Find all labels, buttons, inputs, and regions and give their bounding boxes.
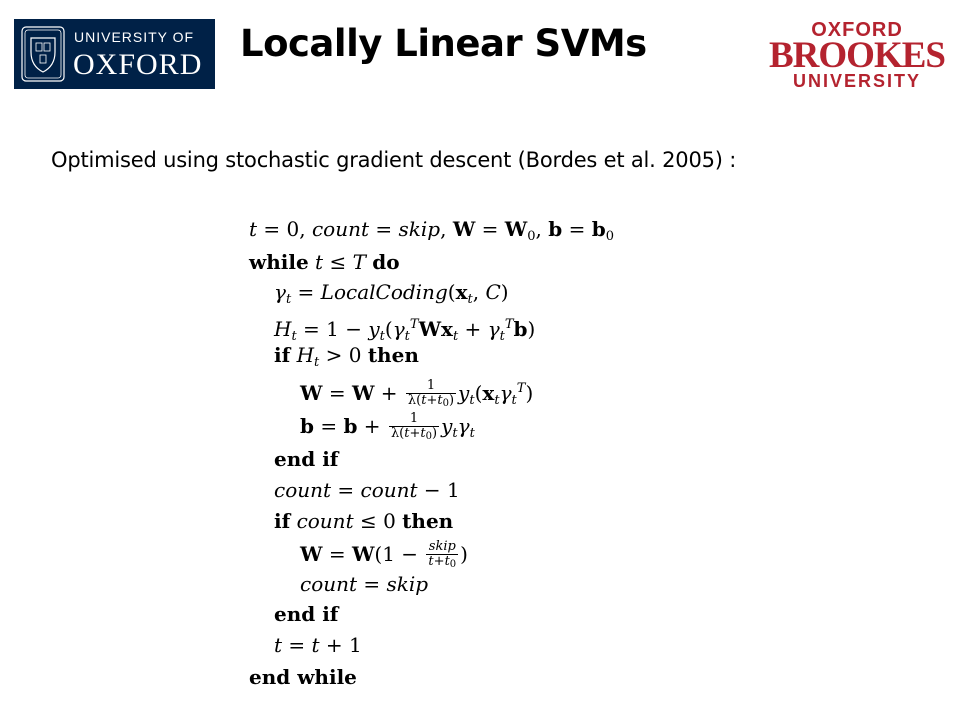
brookes-logo-line2: BROOKES [769,35,945,76]
brookes-logo-line1: OXFORD [811,19,903,41]
algorithm-line: if count ≤ 0 then [274,509,454,533]
algorithm-line: W = W(1 − $\frac{\text{skip}}{t+t_0}$ ) [300,538,468,570]
oxford-crest-icon [21,26,65,82]
slide-subtitle: Optimised using stochastic gradient descent (Bordes et al. 2005) : [51,148,737,172]
oxford-logo-line1: UNIVERSITY OF [74,29,195,45]
algorithm-line: t = 0, count = skip, $W = W_0$, $b = b_0$ [249,217,614,244]
oxford-brookes-logo [762,20,952,90]
algorithm-line: b = b + $\frac{1}{\lambda(t+t_0)}$ $y_t\gamma_t$ [300,410,475,442]
brookes-logo-line3: UNIVERSITY [792,71,922,91]
oxford-logo-line2: OXFORD [73,48,203,81]
algorithm-line: count = count − 1 [274,478,460,502]
algorithm-line: end if [274,602,339,626]
algorithm-line: t = t + 1 [274,633,362,657]
algorithm-line: count = skip [300,572,429,596]
oxford-university-logo [14,19,215,89]
algorithm-line: W = W + $\frac{1}{\lambda(t+t_0)}$ $y_t(x_t\gamma_t^T)$ [300,377,534,409]
algorithm-line: if $H_t > 0$ then [274,343,419,370]
algorithm-line: $H_t = 1 - y_t(\gamma_t^TWx_t + \gamma_t^Tb)$ [274,317,536,344]
algorithm-line: end while [249,665,357,689]
algorithm-line: while t ≤ T do [249,250,400,274]
slide-title: Locally Linear SVMs [240,22,647,65]
algorithm-line: $\gamma_t$ = $LocalCoding(x_t$, C) [274,280,509,307]
algorithm-line: end if [274,447,339,471]
